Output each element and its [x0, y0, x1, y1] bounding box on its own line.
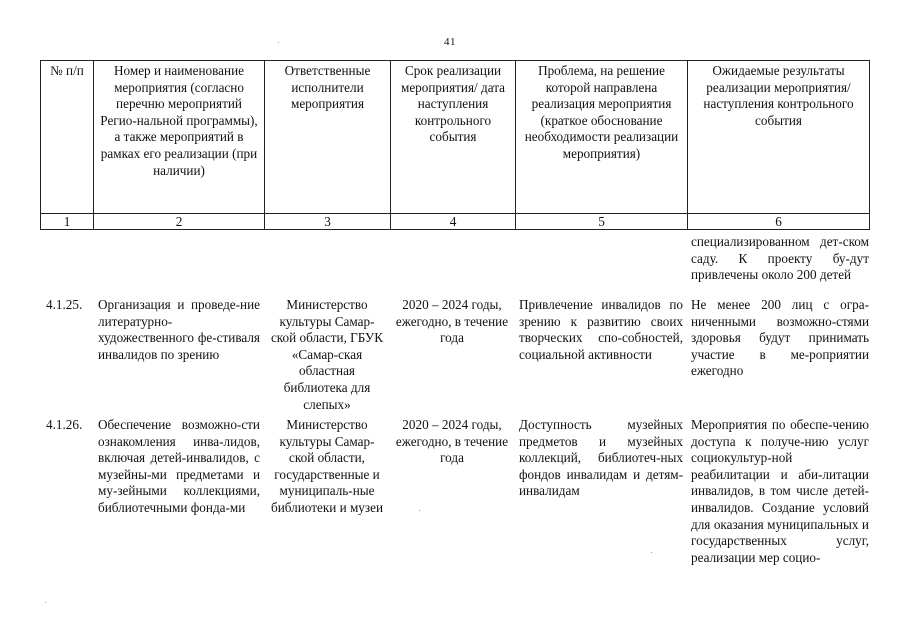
header-col-problem: Проблема, на решение которой направлена реализация мероприятия (краткое обоснование необходимости реализации мероприятия): [516, 61, 688, 214]
row-problem: Привлечение инвалидов по зрению к развитию своих творческих спо-собностей, социальной активности: [519, 297, 683, 362]
header-col-number: № п/п: [41, 61, 94, 214]
scan-speck: [278, 42, 279, 43]
row-activity-name: Обеспечение возможно-сти ознакомления инва-лидов, включая детей-инвалидов, с музейны-ми предметами и му-зейными коллекциями, библиотечными фонда-ми: [98, 417, 260, 515]
scan-speck: [651, 552, 652, 553]
column-number: 3: [265, 214, 391, 230]
carryover-text: специализированном дет-ском саду. К проекту бу-дут привлечены около 200 детей: [691, 234, 869, 283]
row-result: Мероприятия по обеспе-чению доступа к получе-нию услуг социокультур-ной реабилитации и аби-литации инвалидов, в том числе детей-инвалидов. Создание условий для оказания муниципальных и государственных услуг, реализации мер социо-: [691, 417, 869, 565]
column-number: 2: [94, 214, 265, 230]
row-executors: Министерство культуры Самар-ской области, ГБУК «Самар-ская областная библиотека для слепых»: [270, 297, 384, 412]
row-number: 4.1.26.: [46, 417, 83, 432]
header-table: [40, 60, 870, 230]
row-problem: Доступность музейных предметов и музейных коллекций, библиотеч-ных фондов инвалидам и детям-инвалидам: [519, 417, 683, 499]
scan-speck: [419, 510, 420, 511]
scan-speck: [45, 602, 46, 603]
header-col-term: Срок реализации мероприятия/ дата наступления контрольного события: [391, 61, 516, 214]
row-number: 4.1.25.: [46, 297, 83, 312]
column-number: 1: [41, 214, 94, 230]
header-row: [41, 61, 870, 214]
header-col-executors: Ответственные исполнители мероприятия: [265, 61, 391, 214]
page-number: 41: [444, 36, 456, 48]
row-executors: Министерство культуры Самар-ской области, государственные и муниципаль-ные библиотеки и музеи: [271, 417, 383, 515]
column-number: 4: [391, 214, 516, 230]
column-number: 6: [688, 214, 870, 230]
column-number: 5: [516, 214, 688, 230]
row-term: 2020 – 2024 годы, ежегодно, в течение года: [395, 417, 509, 466]
row-result: Не менее 200 лиц с огра-ниченными возможно-стями здоровья будут принимать участие в ме-роприятии ежегодно: [691, 297, 869, 379]
row-term: 2020 – 2024 годы, ежегодно, в течение года: [395, 297, 509, 346]
row-activity-name: Организация и проведе-ние литературно-художественного фе-стиваля инвалидов по зрению: [98, 297, 260, 362]
column-number-row: [41, 214, 870, 230]
header-col-result: Ожидаемые результаты реализации мероприятия/ наступления контрольного события: [688, 61, 870, 214]
header-col-name: Номер и наименование мероприятия (согласно перечню мероприятий Регио-нальной программы), а также мероприятий в рамках его реализации (при наличии): [94, 61, 265, 214]
